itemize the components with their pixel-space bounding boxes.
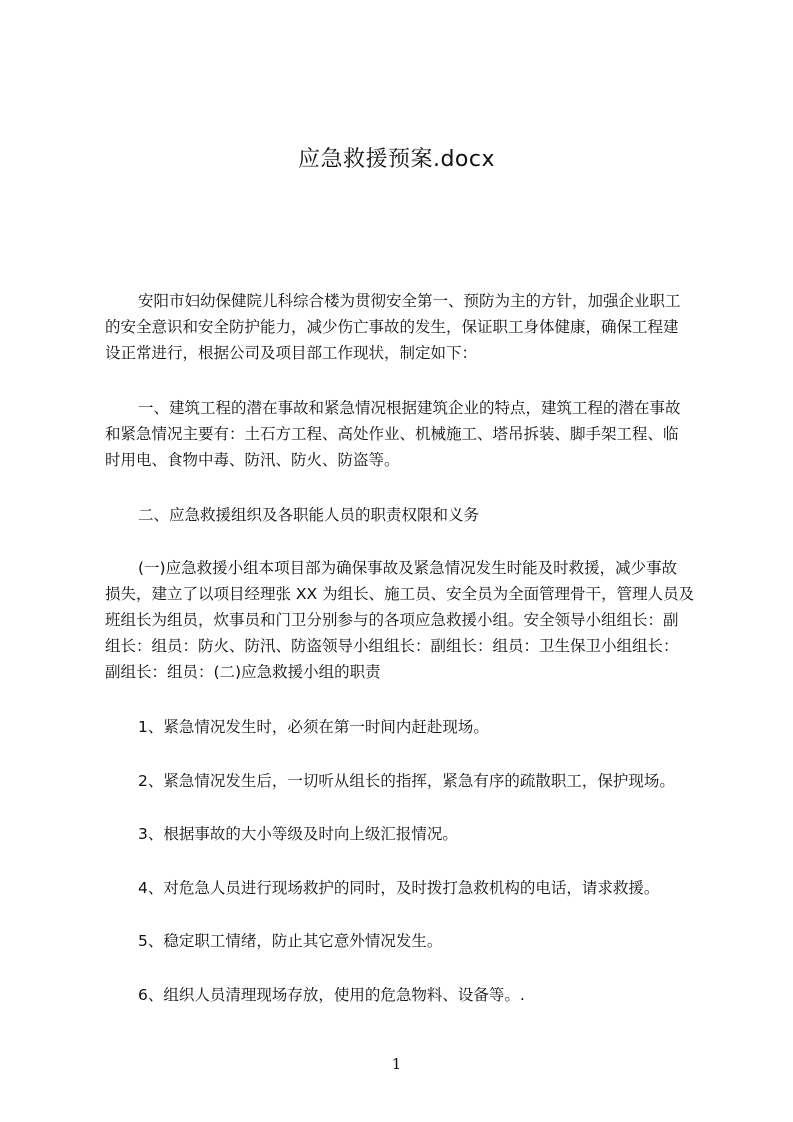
duty-item-4 <box>105 875 700 901</box>
text-line: 和紧急情况主要有：土石方工程、高处作业、机械施工、塔吊拆装、脚手架工程、临 <box>105 425 679 443</box>
duty-item-2 <box>105 768 700 794</box>
text-line: 5、稳定职工情绪，防止其它意外情况发生。 <box>138 932 443 950</box>
duty-item-3 <box>105 821 700 847</box>
page-number: 1 <box>391 1055 402 1073</box>
section-2-paragraph <box>105 555 700 685</box>
duty-item-6 <box>105 982 700 1008</box>
text-line: 3、根据事故的大小等级及时向上级汇报情况。 <box>138 825 458 843</box>
text-line: 安阳市妇幼保健院儿科综合楼为贯彻安全第一、预防为主的方针，加强企业职工 <box>138 292 681 310</box>
duty-item-1 <box>105 714 700 740</box>
text-line: 副组长：组员：(二)应急救援小组的职责 <box>105 663 381 681</box>
section-1-paragraph <box>105 395 700 473</box>
text-line: 一、建筑工程的潜在事故和紧急情况根据建筑企业的特点，建筑工程的潜在事故 <box>138 399 681 417</box>
duty-item-5 <box>105 928 700 954</box>
intro-paragraph <box>105 288 700 366</box>
text-line: 6、组织人员清理现场存放，使用的危急物料、设备等。. <box>138 986 525 1004</box>
text-line: (一)应急救援小组本项目部为确保事故及紧急情况发生时能及时救援，减少事故 <box>138 559 678 577</box>
page-title: 应急救援预案.docx <box>297 147 496 172</box>
text-line: 1、紧急情况发生时，必须在第一时间内赶赴现场。 <box>138 718 489 736</box>
text-line: 组长：组员：防火、防汛、防盗领导小组组长：副组长：组员：卫生保卫小组组长： <box>105 637 679 655</box>
text-line: 时用电、食物中毒、防汛、防火、防盗等。 <box>105 451 400 469</box>
text-line: 设正常进行，根据公司及项目部工作现状，制定如下： <box>105 344 478 362</box>
text-line: 二、应急救援组织及各职能人员的职责权限和义务 <box>138 506 480 524</box>
section-2-heading <box>105 502 700 528</box>
text-line: 2、紧急情况发生后，一切听从组长的指挥，紧急有序的疏散职工，保护现场。 <box>138 772 675 790</box>
text-line: 班组长为组员，炊事员和门卫分别参与的各项应急救援小组。安全领导小组组长：副 <box>105 611 679 629</box>
text-line: 的安全意识和安全防护能力，减少伤亡事故的发生，保证职工身体健康，确保工程建 <box>105 318 679 336</box>
text-line: 损失，建立了以项目经理张 XX 为组长、施工员、安全员为全面管理骨干，管理人员及 <box>105 585 695 603</box>
text-line: 4、对危急人员进行现场救护的同时，及时拨打急救机构的电话，请求救援。 <box>138 879 660 897</box>
